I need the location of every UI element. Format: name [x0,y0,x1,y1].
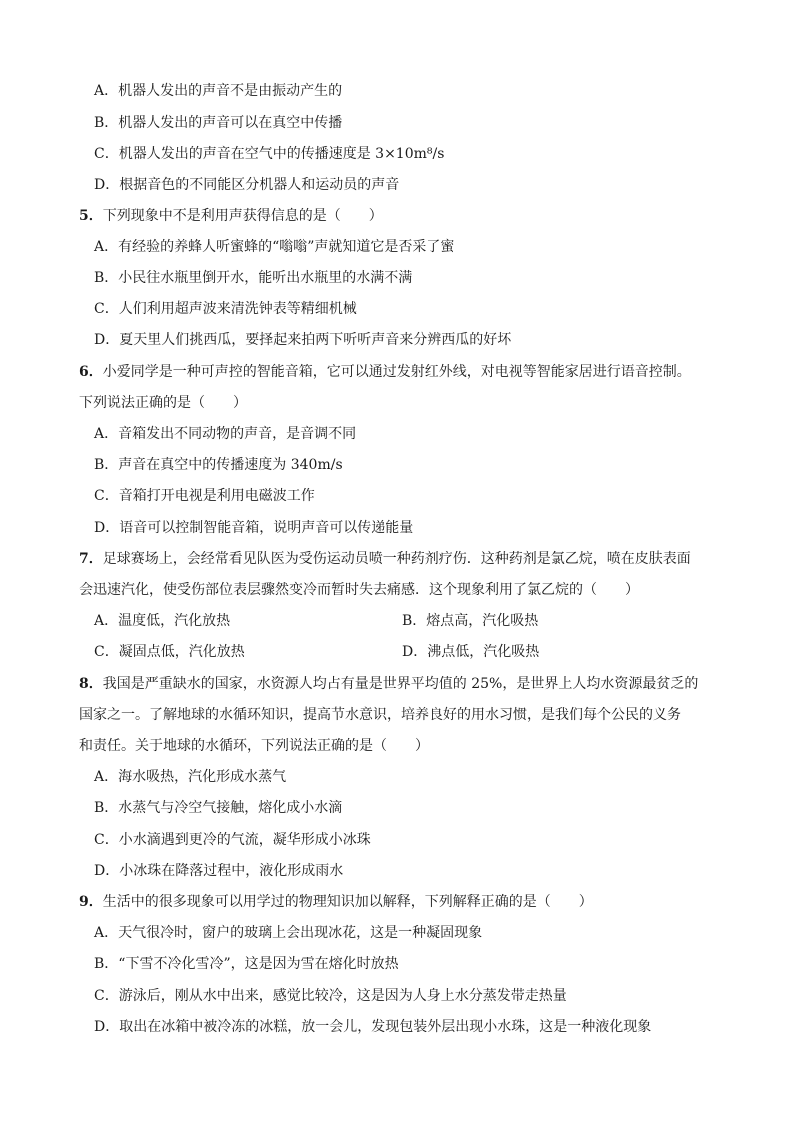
q8-stem-text: 我国是严重缺水的国家，水资源人均占有量是世界平均值的 25%，是世界上人均水资源最贫乏的 [102,676,699,692]
q6-option-b: B．声音在真空中的传播速度为 340m/s [94,457,343,473]
q6-stem-line2: 下列说法正确的是（ ） [79,395,247,411]
q4-option-d: D．根据音色的不同能区分机器人和运动员的声音 [94,177,400,193]
q9-option-c: C．游泳后，刚从水中出来，感觉比较冷，这是因为人身上水分蒸发带走热量 [94,988,567,1004]
q4-option-c: C．机器人发出的声音在空气中的传播速度是 3×10m⁸/s [94,146,445,162]
q8-option-c: C．小水滴遇到更冷的气流，凝华形成小冰珠 [94,832,371,848]
q5-option-c: C．人们利用超声波来清洗钟表等精细机械 [94,301,357,317]
q5-stem-text: 下列现象中不是利用声获得信息的是（ ） [102,208,383,224]
q7-stem-text: 足球赛场上，会经常看见队医为受伤运动员喷一种药剂疗伤．这种药剂是氯乙烷，喷在皮肤表面 [102,551,691,567]
q4-option-a: A．机器人发出的声音不是由振动产生的 [94,83,343,99]
q5-number: 5． [79,208,103,224]
q9-option-b: B．“下雪不冷化雪冷”，这是因为雪在熔化时放热 [94,956,399,972]
q8-stem-line2: 国家之一。了解地球的水循环知识，提高节水意识，培养良好的用水习惯，是我们每个公民的义务 [79,707,681,723]
q5-stem [79,206,383,226]
q7-option-d: D．沸点低，汽化吸热 [402,644,540,660]
q8-stem-line1 [79,674,698,694]
q9-option-d: D．取出在冰箱中被冷冻的冰糕，放一会儿，发现包装外层出现小水珠，这是一种液化现象 [94,1019,652,1035]
q7-number: 7． [79,551,103,567]
q6-stem-line1 [79,362,691,382]
q9-stem-text: 生活中的很多现象可以用学过的物理知识加以解释，下列解释正确的是（ ） [102,894,593,910]
q7-stem-line1 [79,549,691,569]
q5-option-b: B．小民往水瓶里倒开水，能听出水瓶里的水满不满 [94,270,413,286]
q8-option-d: D．小冰珠在降落过程中，液化形成雨水 [94,863,344,879]
q4-option-b: B．机器人发出的声音可以在真空中传播 [94,115,343,131]
q8-stem-line3: 和责任。关于地球的水循环，下列说法正确的是（ ） [79,738,429,754]
q6-option-a: A．音箱发出不同动物的声音，是音调不同 [94,426,357,442]
q8-option-b: B．水蒸气与冷空气接触，熔化成小水滴 [94,800,343,816]
q5-option-a: A．有经验的养蜂人听蜜蜂的“嗡嗡”声就知道它是否采了蜜 [94,239,455,255]
q7-option-a: A．温度低，汽化放热 [94,613,231,629]
q6-stem-text: 小爱同学是一种可声控的智能音箱，它可以通过发射红外线，对电视等智能家居进行语音控制。 [102,364,691,380]
q8-option-a: A．海水吸热，汽化形成水蒸气 [94,769,287,785]
q7-option-c: C．凝固点低，汽化放热 [94,644,245,660]
q6-option-d: D．语音可以控制智能音箱，说明声音可以传递能量 [94,520,414,536]
q8-number: 8． [79,676,103,692]
q7-stem-line2: 会迅速汽化，使受伤部位表层骤然变冷而暂时失去痛感．这个现象利用了氯乙烷的（ ） [79,582,639,598]
q5-option-d: D．夏天里人们挑西瓜，要择起来拍两下听听声音来分辨西瓜的好坏 [94,332,512,348]
q9-stem [79,892,593,912]
q7-option-b: B．熔点高，汽化吸热 [402,613,539,629]
q6-number: 6． [79,364,103,380]
q6-option-c: C．音箱打开电视是利用电磁波工作 [94,488,315,504]
q9-option-a: A．天气很冷时，窗户的玻璃上会出现冰花，这是一种凝固现象 [94,925,483,941]
q9-number: 9． [79,894,103,910]
